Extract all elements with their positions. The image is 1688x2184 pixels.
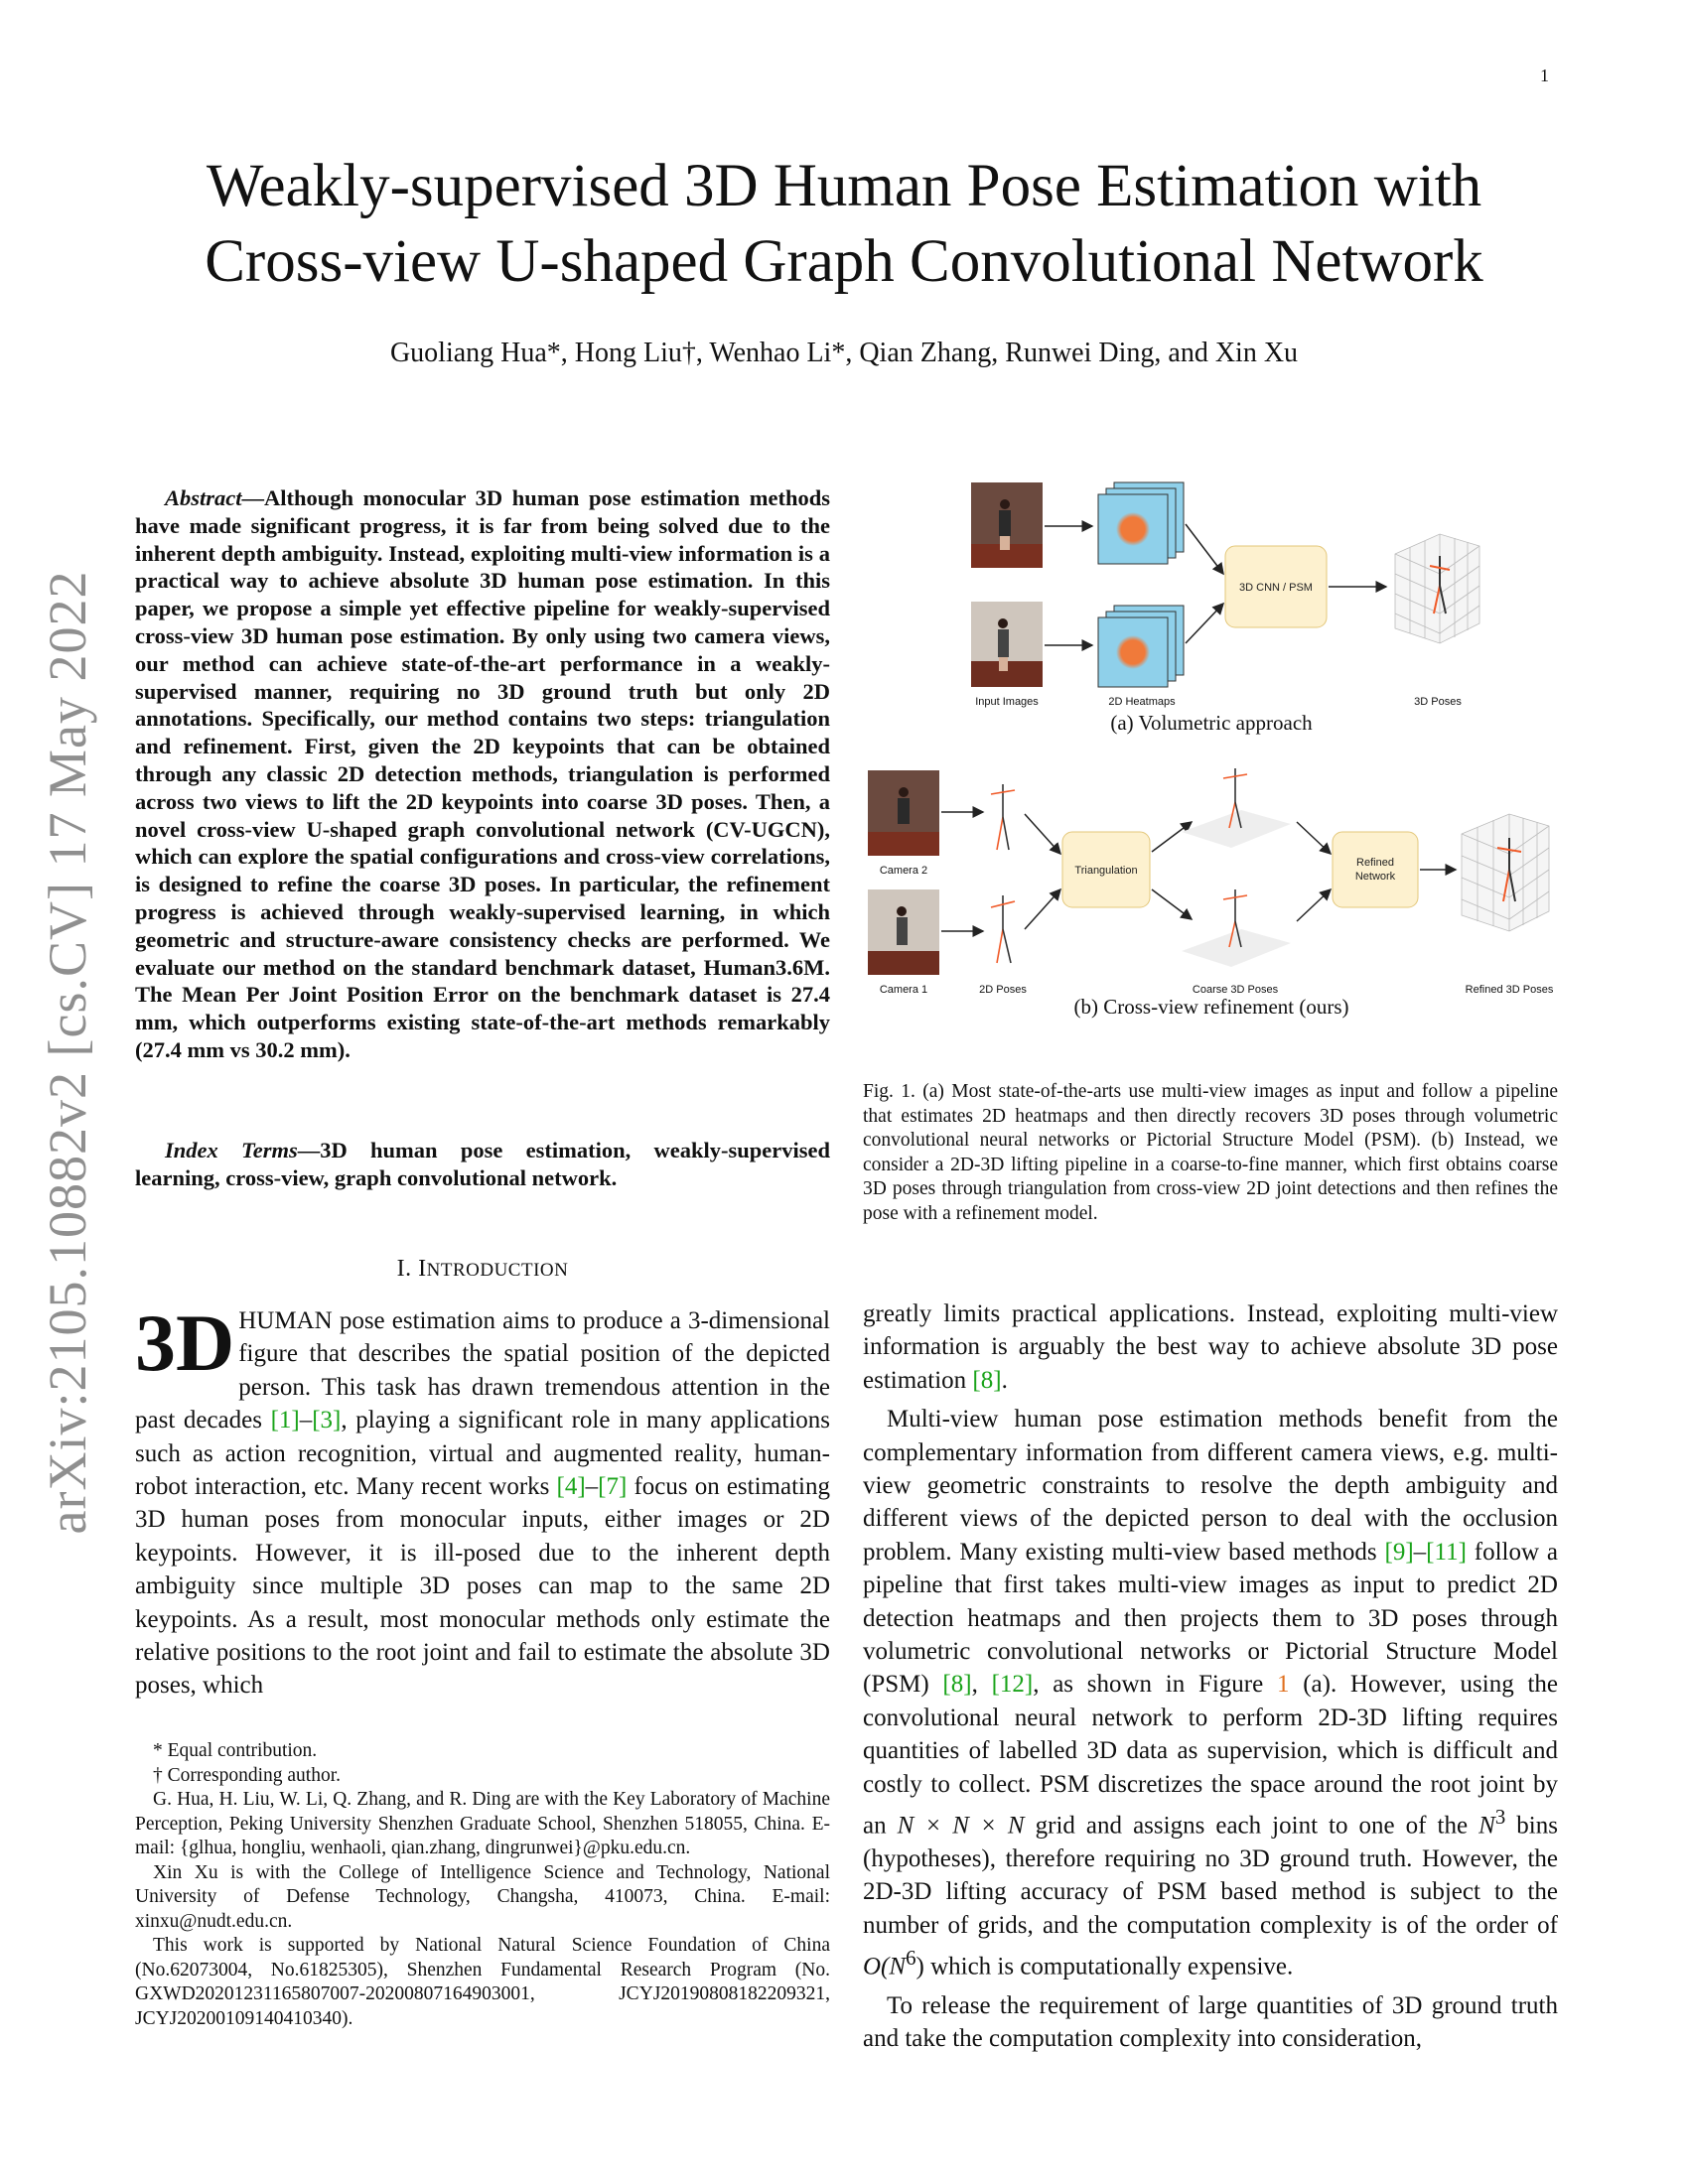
label-input-images: Input Images bbox=[975, 696, 1039, 708]
figure-1-caption-text: Fig. 1. (a) Most state-of-the-arts use multi-view images as input and follow a pipeline that estimates 2D heatmaps and then directly recovers 3D poses through volumetric convolutional neural networks or Pictorial Structure Model (PSM). (b) Instead, we consider a 2D-3D lifting pipeline in a coarse-to-fine manner, which first obtains coarse 3D poses through triangulation from cross-view 2D joint detections and then refines the pose with a refinement model. bbox=[863, 1081, 1558, 1224]
paper-title bbox=[119, 149, 1569, 300]
heatmap-stack-top bbox=[1098, 482, 1184, 564]
abstract-label: Abstract bbox=[165, 485, 242, 510]
footnotes bbox=[135, 1739, 830, 2031]
section-heading bbox=[135, 1256, 830, 1283]
intro-paragraph bbox=[135, 1297, 830, 1703]
body-text: (a). However, using the convolutional neural network to perform 2D-3D lifting requires quantities of labelled 3D data as supervision, which is difficult and costly to collect. PSM discretizes the space around the root joint by an bbox=[863, 1671, 1558, 1840]
citation-link[interactable]: [3] bbox=[312, 1407, 342, 1434]
arxiv-id: arXiv:2105.10882v2 [cs.CV] 17 May 2022 bbox=[38, 570, 97, 1535]
label-2d-poses: 2D Poses bbox=[979, 984, 1027, 996]
range-dash: – bbox=[585, 1473, 599, 1501]
math-close: ) bbox=[915, 1953, 924, 1980]
body-text: , as shown in Figure bbox=[1033, 1671, 1277, 1699]
math-exponent-6: 6 bbox=[906, 1946, 916, 1971]
arxiv-sidebar bbox=[18, 556, 117, 1549]
intro-text: HUMAN pose estimation aims to produce a 3-dimensional figure that describes the spatial position of the depicted person. This task has drawn tremendous attention in the past decades bbox=[135, 1307, 830, 1434]
abstract-text: —Although monocular 3D human pose estimation methods have made significant progress, it is far from being solved due to the inherent depth ambiguity. Instead, exploiting multi-view information is a practical way to achieve absolute 3D human pose estimation. In this paper, we propose a simple yet effective pipeline for weakly-supervised cross-view 3D human pose estimation. By only using two camera views, our method can achieve state-of-the-art performance in a weakly-supervised manner, requiring no 3D ground truth but only 2D annotations. Specifically, our method contains two steps: triangulation and refinement. First, given the 2D keypoints that can be obtained through any classic 2D detection methods, triangulation is performed across two views to lift the 2D keypoints into coarse 3D poses. Then, a novel cross-view U-shaped graph convolutional network (CV-UGCN), which can explore the spatial configurations and cross-view correlations, is designed to refine the coarse 3D poses. In particular, the refinement progress is achieved through weakly-supervised learning, in which geometric and structure-aware consistency checks are performed. We evaluate our method on the standard benchmark dataset, Human3.6M. The Mean Per Joint Position Error on the benchmark dataset is 27.4 mm, which outperforms existing state-of-the-art methods remarkably (27.4 mm vs 30.2 mm). bbox=[135, 485, 830, 1062]
coarse-3d-pose-top bbox=[1182, 768, 1291, 848]
label-refined-3d-poses: Refined 3D Poses bbox=[1465, 984, 1554, 996]
intro-text: focus on estimating 3D human poses from monocular inputs, either images or 2D keypoints. However, it is ill-posed due to the inherent depth ambiguity since multiple 3D poses can map to the same 2D keypoints. As a result, most monocular methods only estimate the relative positions to the root joint and fail to estimate the absolute 3D poses, which bbox=[135, 1473, 830, 1700]
3d-pose-grid-b bbox=[1462, 814, 1549, 931]
footnote-affiliation-1: G. Hua, H. Liu, W. Li, Q. Zhang, and R. Ding are with the Key Laboratory of Machine Perception, Peking University Shenzhen Graduate School, Shenzhen 518055, China. E-mail: {glhua, hongliu, wenhaoli, qian.zhang, dingrunwei}@pku.edu.cn. bbox=[135, 1789, 830, 1858]
body-text: grid and assigns each joint to one of the bbox=[1024, 1812, 1479, 1840]
input-image-bottom bbox=[971, 602, 1043, 687]
label-camera-2: Camera 2 bbox=[879, 865, 928, 877]
camera-1-image bbox=[868, 889, 939, 975]
2d-pose-skeleton-top bbox=[991, 784, 1015, 850]
citation-link[interactable]: [9] bbox=[1384, 1538, 1414, 1566]
abstract bbox=[135, 484, 830, 1064]
math-nnn: N × N × N bbox=[897, 1812, 1025, 1840]
body-text: bins (hypotheses), therefore requiring no 3D ground truth. However, the 2D-3D lifting accuracy of PSM based method is subject to the number of grids, and the computation complexity is of the order of bbox=[863, 1812, 1558, 1939]
heatmap-stack-bottom bbox=[1098, 606, 1184, 687]
citation-link[interactable]: [4] bbox=[556, 1473, 586, 1501]
refined-network-label-1: Refined bbox=[1356, 857, 1394, 869]
footnote-equal: * Equal contribution. bbox=[153, 1740, 318, 1761]
drop-cap: 3D bbox=[135, 1297, 235, 1388]
refined-network-box bbox=[1333, 832, 1418, 907]
body-text: . bbox=[1001, 1366, 1008, 1394]
page-number: 1 bbox=[1540, 66, 1549, 85]
math-o: O(N bbox=[863, 1953, 907, 1980]
label-camera-1: Camera 1 bbox=[879, 984, 928, 996]
triangulation-label: Triangulation bbox=[1074, 865, 1138, 877]
citation-link[interactable]: [8] bbox=[972, 1366, 1002, 1394]
label-coarse-3d-poses: Coarse 3D Poses bbox=[1192, 984, 1279, 996]
section-number: I. bbox=[396, 1256, 412, 1282]
footnote-affiliation-2: Xin Xu is with the College of Intelligence Science and Technology, National University of Defense Technology, Changsha, 410073, China. E-mail: xinxu@nudt.edu.cn. bbox=[135, 1861, 830, 1932]
label-2d-heatmaps: 2D Heatmaps bbox=[1108, 696, 1176, 708]
body-text: To release the requirement of large quantities of 3D ground truth and take the computation complexity into consideration, bbox=[863, 1991, 1558, 2053]
refined-network-label-2: Network bbox=[1354, 871, 1396, 883]
subfigure-a-caption: (a) Volumetric approach bbox=[1110, 711, 1313, 735]
author-list: Guoliang Hua*, Hong Liu†, Wenhao Li*, Qian Zhang, Runwei Ding, and Xin Xu bbox=[389, 338, 1299, 368]
range-dash: – bbox=[1413, 1538, 1427, 1566]
title-line-2: Cross-view U-shaped Graph Convolutional Network bbox=[205, 228, 1483, 295]
math-exponent-3: 3 bbox=[1494, 1805, 1506, 1830]
figure-1-diagram bbox=[854, 475, 1569, 1080]
title-line-1: Weakly-supervised 3D Human Pose Estimation with bbox=[206, 153, 1482, 219]
section-title-rest: NTRODUCTION bbox=[426, 1260, 569, 1281]
citation-link[interactable]: [7] bbox=[598, 1473, 628, 1501]
label-3d-poses: 3D Poses bbox=[1414, 696, 1462, 708]
right-column-text bbox=[863, 1297, 1558, 2062]
figure-1-caption bbox=[863, 1080, 1558, 1226]
camera-2-image bbox=[868, 770, 939, 856]
body-text: greatly limits practical applications. Instead, exploiting multi-view information is arguably the best way to achieve absolute 3D pose estimation bbox=[863, 1300, 1558, 1394]
footnote-funding: This work is supported by National Natural Science Foundation of China (No.62073004, No.61825305), Shenzhen Fundamental Research Program (No. GXWD20201231165807007-20200807164903001, JCYJ20190808182209321, JCYJ20200109140410340). bbox=[135, 1935, 830, 2029]
input-image-top bbox=[971, 482, 1043, 568]
body-text: follow a pipeline that first takes multi-view images as input to predict 2D detection heatmaps and then projects them to 3D poses through volumetric convolutional networks or Pictorial Structure Model (PSM) bbox=[863, 1538, 1558, 1699]
section-title-first: I bbox=[418, 1256, 427, 1282]
3d-pose-grid-a bbox=[1395, 534, 1479, 643]
separator: , bbox=[971, 1671, 992, 1699]
index-terms-text: —3D human pose estimation, weakly-supervised learning, cross-view, graph convolutional network. bbox=[135, 1138, 830, 1190]
2d-pose-skeleton-bottom bbox=[991, 895, 1015, 963]
range-dash: – bbox=[299, 1407, 313, 1434]
body-text: Multi-view human pose estimation methods benefit from the complementary information from different camera views, e.g. multi-view geometric constraints to resolve the depth ambiguity and different views of the depicted person to deal with the occlusion problem. Many existing multi-view based methods bbox=[863, 1406, 1558, 1566]
citation-link[interactable]: [12] bbox=[991, 1671, 1034, 1699]
figure-1 bbox=[854, 475, 1569, 1080]
intro-text: , playing a significant role in many applications such as action recognition, virtual and augmented reality, human-robot interaction, etc. Many recent works bbox=[135, 1407, 830, 1501]
index-terms-label: Index Terms bbox=[165, 1138, 298, 1162]
index-terms bbox=[135, 1137, 830, 1192]
cnn-psm-label: 3D CNN / PSM bbox=[1239, 582, 1313, 594]
figure-link[interactable]: 1 bbox=[1276, 1671, 1290, 1699]
citation-link[interactable]: [11] bbox=[1426, 1538, 1467, 1566]
math-n: N bbox=[1478, 1812, 1495, 1840]
body-text: which is computationally expensive. bbox=[923, 1953, 1294, 1980]
citation-link[interactable]: [1] bbox=[270, 1407, 300, 1434]
coarse-3d-pose-bottom bbox=[1182, 889, 1291, 967]
citation-link[interactable]: [8] bbox=[942, 1671, 972, 1699]
footnote-corresponding: † Corresponding author. bbox=[153, 1764, 342, 1786]
subfigure-b-caption: (b) Cross-view refinement (ours) bbox=[1073, 995, 1349, 1019]
